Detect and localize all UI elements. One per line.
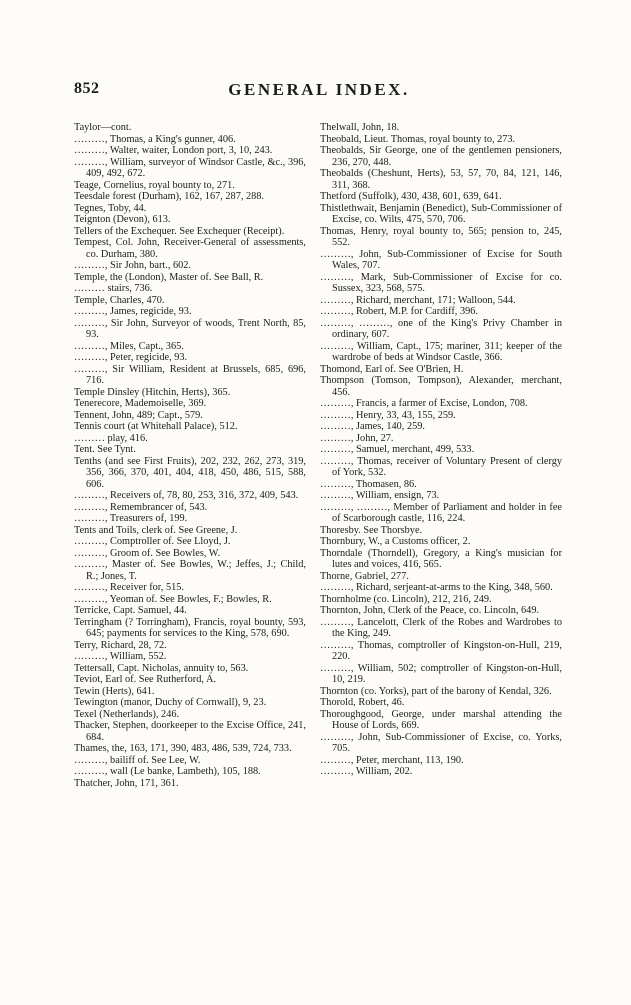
index-entry: Teage, Cornelius, royal bounty to, 271. (74, 179, 235, 191)
index-entry: Thoroughgood, George, under marshal attending the House of Lords, 669. (320, 708, 562, 731)
index-entry: ………, Comptroller of. See Lloyd, J. (74, 536, 231, 547)
index-entry: Thornholme (co. Lincoln), 212, 216, 249. (320, 593, 492, 605)
index-entry: Teignton (Devon), 613. (74, 214, 171, 225)
index-entry: ………, Master of. See Bowles, W.; Jeffes, J.; Child, R.; Jones, T. (74, 559, 306, 582)
index-entry: ………, Samuel, merchant, 499, 533. (320, 444, 475, 455)
index-entry: ………, Thomas, receiver of Voluntary Present of clergy of York, 532. (320, 455, 562, 478)
index-entry: ………, wall (Le banke, Lambeth), 105, 188. (74, 766, 261, 777)
index-entry: Thorndale (Thorndell), Gregory, a King's musician for lutes and voices, 416, 565. (320, 547, 562, 570)
index-entry: ………, Sir William, Resident at Brussels, 685, 696, 716. (74, 363, 306, 386)
index-entry: Terringham (? Torringham), Francis, royal bounty, 593, 645; payments for services to the King, 578, 690. (74, 616, 306, 639)
index-entry: Thames, the, 163, 171, 390, 483, 486, 539, 724, 733. (74, 743, 292, 754)
index-entry: Thoresby. See Thorsbye. (320, 524, 423, 536)
index-entry: Thistlethwait, Benjamin (Benedict), Sub-Commissioner of Excise, co. Wilts, 475, 570, 706. (320, 202, 562, 225)
page-header (74, 80, 564, 102)
index-entry: Theobalds (Cheshunt, Herts), 53, 57, 70, 84, 121, 146, 311, 368. (320, 168, 562, 191)
index-entry: Teviot, Earl of. See Rutherford, A. (74, 674, 216, 685)
index-entry: Thornton, John, Clerk of the Peace, co. Lincoln, 649. (320, 605, 540, 616)
index-entry: ………, Robert, M.P. for Cardiff, 396. (320, 306, 478, 317)
index-entry: ………, Groom of. See Bowles, W. (74, 547, 221, 559)
index-entry: Terry, Richard, 28, 72. (74, 639, 167, 651)
index-entry: ……… play, 416. (74, 432, 148, 444)
index-entry: ………, John, 27. (320, 432, 394, 444)
index-entry: Temple, Charles, 470. (74, 294, 165, 306)
index-entry: Thornbury, W., a Customs officer, 2. (320, 536, 471, 547)
index-entry: ………, William, ensign, 73. (320, 490, 440, 501)
page-title: GENERAL INDEX. (228, 80, 410, 99)
index-entry: Tennis court (at Whitehall Palace), 512. (74, 421, 238, 432)
index-entry: ………, Francis, a farmer of Excise, London, 708. (320, 398, 528, 409)
index-entry: ………, Richard, merchant, 171; Walloon, 544. (320, 294, 516, 306)
index-entry: ………, William, 502; comptroller of Kingston-on-Hull, 10, 219. (320, 662, 562, 685)
index-entry: ………, Peter, regicide, 93. (74, 352, 188, 363)
index-entry: Tettersall, Capt. Nicholas, annuity to, 563. (74, 662, 249, 674)
index-entry: Theobald, Lieut. Thomas, royal bounty to, 273. (320, 133, 516, 145)
index-entry: Thelwall, John, 18. (320, 122, 400, 133)
index-entry: ………, Remembrancer of, 543. (74, 501, 208, 513)
index-entry: Thornton (co. Yorks), part of the barony of Kendal, 326. (320, 685, 552, 697)
index-column-left (74, 122, 306, 789)
index-entry: Tents and Toils, clerk of. See Greene, J. (74, 524, 238, 536)
index-entry: ………, Lancelott, Clerk of the Robes and Wardrobes to the King, 249. (320, 616, 562, 639)
index-entry: ………, ………, Member of Parliament and holder in fee of Scarborough castle, 116, 224. (320, 501, 562, 524)
index-entry: Thacker, Stephen, doorkeeper to the Excise Office, 241, 684. (74, 720, 306, 743)
index-entry: ………, bailiff of. See Lee, W. (74, 754, 201, 766)
index-entry: ……… stairs, 736. (74, 283, 153, 294)
index-entry: ………, Richard, serjeant-at-arms to the King, 348, 560. (320, 582, 553, 593)
index-entry: ………, William, Capt., 175; mariner, 311; keeper of the wardrobe of beds at Windsor Castle, 366. (320, 340, 562, 363)
index-entry: Terricke, Capt. Samuel, 44. (74, 605, 187, 616)
index-entry: Temple, the (London), Master of. See Ball, R. (74, 271, 264, 283)
index-entry: ………, William, 552. (74, 651, 167, 662)
index-column-right (320, 122, 562, 778)
index-entry: ………, James, regicide, 93. (74, 306, 192, 317)
index-entry: Tenths (and see First Fruits), 202, 232, 262, 273, 319, 356, 366, 370, 401, 404, 418, 450, 486, 515, 588, 606. (74, 455, 306, 490)
index-entry: Tempest, Col. John, Receiver-General of assessments, co. Durham, 380. (74, 237, 306, 260)
index-entry: ………, Sir John, Surveyor of woods, Trent North, 85, 93. (74, 317, 306, 340)
index-entry: Tellers of the Exchequer. See Exchequer (Receipt). (74, 225, 285, 237)
index-entry: Tent. See Tynt. (74, 444, 136, 455)
index-entry: ………, John, Sub-Commissioner of Excise for South Wales, 707. (320, 248, 562, 271)
index-entry: ………, John, Sub-Commissioner of Excise, co. Yorks, 705. (320, 731, 562, 754)
index-entry: ………, William, 202. (320, 766, 413, 777)
index-entry: ………, Treasurers of, 199. (74, 513, 188, 524)
index-entry: Thompson (Tomson, Tompson), Alexander, merchant, 456. (320, 375, 562, 398)
index-entry: ………, Receiver for, 515. (74, 582, 184, 593)
index-entry: ………, Receivers of, 78, 80, 253, 316, 372, 409, 543. (74, 490, 299, 501)
index-entry: Tegnes, Toby, 44. (74, 202, 147, 214)
index-entry: Thomond, Earl of. See O'Brien, H. (320, 363, 464, 375)
index-entry: ………, Sir John, bart., 602. (74, 260, 191, 271)
index-entry: Thetford (Suffolk), 430, 438, 601, 639, 641. (320, 191, 502, 202)
index-entry: ………, Thomasen, 86. (320, 478, 417, 490)
index-entry: ………, James, 140, 259. (320, 421, 425, 432)
index-entry: ………, Thomas, comptroller of Kingston-on-Hull, 219, 220. (320, 639, 562, 662)
index-entry: ………, Miles, Capt., 365. (74, 340, 184, 352)
index-entry: Thatcher, John, 171, 361. (74, 777, 179, 789)
page-number: 852 (74, 80, 100, 97)
index-entry: Thorne, Gabriel, 277. (320, 570, 409, 582)
index-entry: Tenerecore, Mademoiselle, 369. (74, 398, 207, 409)
index-entry: ………, Walter, waiter, London port, 3, 10, 243. (74, 145, 273, 156)
index-entry: ………, ………, one of the King's Privy Chamber in ordinary, 607. (320, 317, 562, 340)
index-entry: Temple Dinsley (Hitchin, Herts), 365. (74, 386, 231, 398)
index-entry: Tennent, John, 489; Capt., 579. (74, 409, 203, 421)
index-entry: Taylor—cont. (74, 122, 132, 133)
index-entry: Thomas, Henry, royal bounty to, 565; pension to, 245, 552. (320, 225, 562, 248)
index-entry: Tewington (manor, Duchy of Cornwall), 9, 23. (74, 697, 267, 708)
index-entry: Teesdale forest (Durham), 162, 167, 287, 288. (74, 191, 265, 202)
index-entry: ………, Thomas, a King's gunner, 406. (74, 133, 236, 145)
index-entry: ………, Mark, Sub-Commissioner of Excise for co. Sussex, 323, 568, 575. (320, 271, 562, 294)
index-entry: ………, Yeoman of. See Bowles, F.; Bowles, R. (74, 593, 272, 605)
index-entry: ………, William, surveyor of Windsor Castle, &c., 396, 409, 492, 672. (74, 156, 306, 179)
index-entry: Theobalds, Sir George, one of the gentlemen pensioners, 236, 270, 448. (320, 145, 562, 168)
index-entry: Texel (Netherlands), 246. (74, 708, 180, 720)
index-entry: ………, Peter, merchant, 113, 190. (320, 754, 464, 766)
index-entry: ………, Henry, 33, 43, 155, 259. (320, 409, 456, 421)
index-entry: Thorold, Robert, 46. (320, 697, 405, 708)
index-entry: Tewin (Herts), 641. (74, 685, 155, 697)
